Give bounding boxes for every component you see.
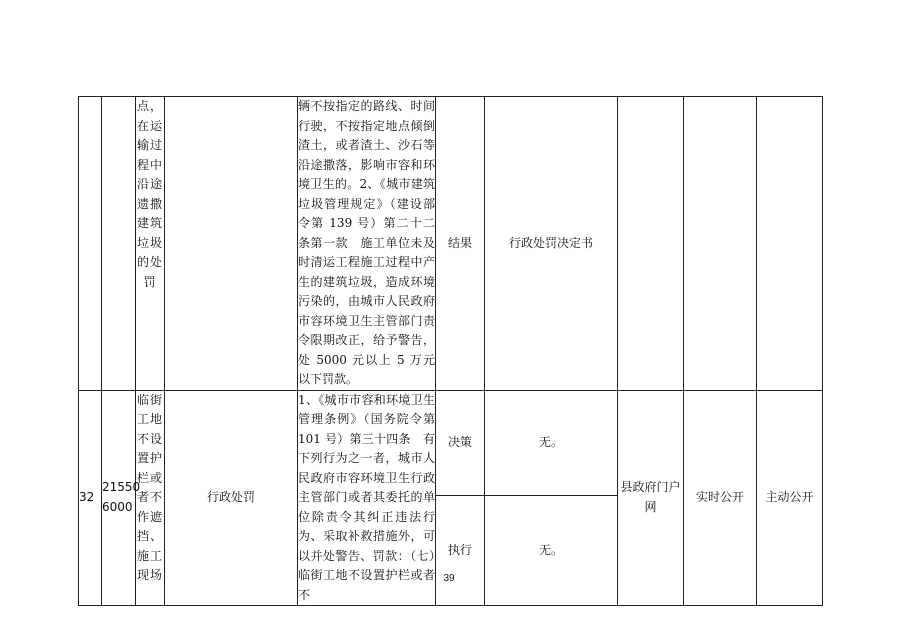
row-number: 32	[79, 390, 102, 606]
disclosure-content: 无。	[485, 496, 618, 606]
item-name: 点，在运输过程中沿途遗撒建筑垃圾的处罚	[136, 97, 165, 391]
disclosure-table	[78, 96, 823, 606]
table-row	[79, 97, 823, 391]
disclosure-content: 无。	[485, 390, 618, 496]
disclosure-time: 实时公开	[684, 390, 757, 606]
item-code: 21550 6000	[102, 390, 136, 606]
item-code	[102, 97, 136, 391]
disclosure-mode: 主动公开	[757, 390, 823, 606]
disclosure-content: 行政处罚决定书	[485, 97, 618, 391]
item-type: 行政处罚	[165, 390, 298, 606]
disclosure-stage: 决策	[436, 390, 485, 496]
disclosure-mode	[757, 97, 823, 391]
disclosure-channel: 县政府门户网	[618, 390, 684, 606]
page-number: 39	[443, 573, 455, 584]
legal-basis: 辆不按指定的路线、时间行驶，不按指定地点倾倒渣土，或者渣土、沙石等沿途撒落，影响市容和环境卫生的。2、《城市建筑垃圾管理规定》（建设部令第 139 号）第二十二条第一款 施工单位未及时清运工程施工过程中产生的建筑垃圾，造成环境污染的，由城市人民政府市容环境卫生主管部门责令限期改正，给予警告，处 5000 元以上 5 万元以下罚款。	[298, 97, 436, 391]
row-number	[79, 97, 102, 391]
table-row	[79, 390, 823, 496]
item-name: 临街工地不设置护栏或者不作遮挡、施工现场	[136, 390, 165, 606]
disclosure-stage: 执行	[436, 496, 485, 606]
item-type	[165, 97, 298, 391]
legal-basis: 1、《城市市容和环境卫生管理条例》（国务院令第101 号）第三十四条 有下列行为之一者，城市人民政府市容环境卫生行政主管部门或者其委托的单位除责令其纠正违法行为、采取补救措施外，可以并处警告、罚款：（七）临街工地不设置护栏或者不	[298, 390, 436, 606]
disclosure-stage: 结果	[436, 97, 485, 391]
disclosure-time	[684, 97, 757, 391]
disclosure-channel	[618, 97, 684, 391]
